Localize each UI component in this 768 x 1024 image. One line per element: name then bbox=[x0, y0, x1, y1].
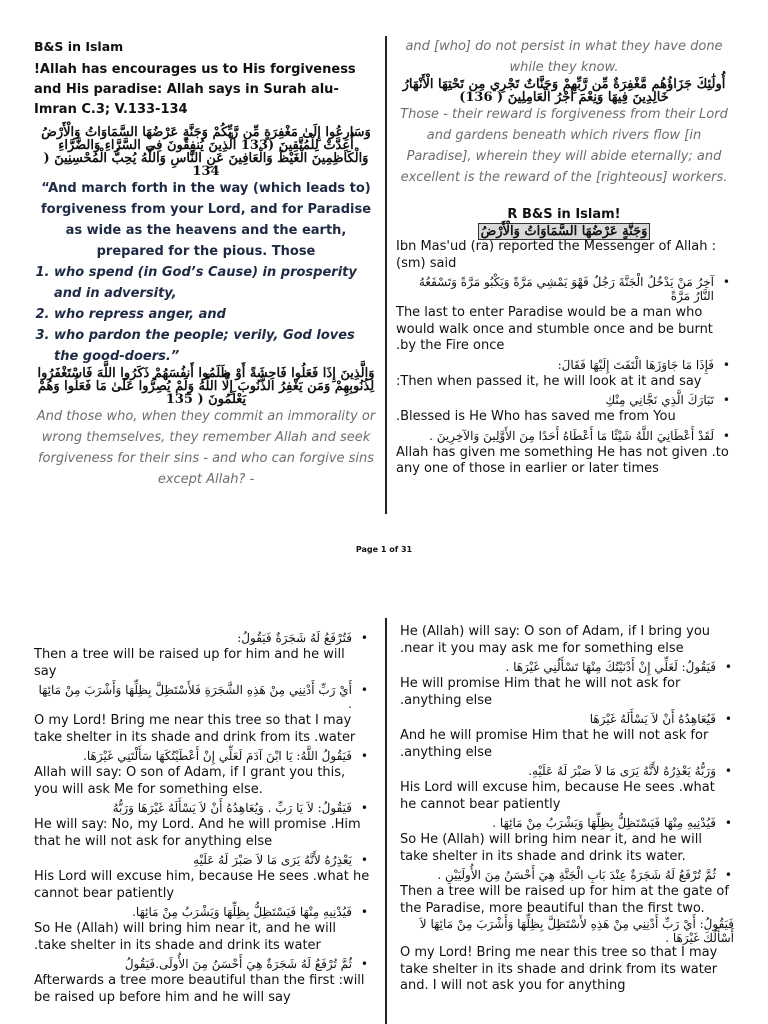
section-heading: R B&S in Islam! bbox=[507, 207, 621, 222]
hadith-english-3: .Blessed is He Who has saved me from You bbox=[396, 409, 676, 424]
page-footer: Page 1 of 31 bbox=[355, 545, 413, 554]
hadith-arabic: ثُمَّ تُرْفَعُ لَهُ شَجَرَةٌ عِنْدَ بَابِ الْجَنَّةِ هِيَ أَحْسَنُ مِنَ الأُولَيَيْنِ . • bbox=[400, 868, 734, 882]
hadith-english-1: The last to enter Paradise would be a man who would walk once and stumble once and be burnt .by the Fire once bbox=[396, 305, 713, 353]
verse-135-arabic: وَالَّذِينَ إِذَا فَعَلُوا فَاحِشَةً أَوْ ظَلَمُوا أَنفُسَهُمْ ذَكَرُوا اللَّهَ فَاسْتَغْفَرُوا لِذُنُوبِهِمْ وَمَن يَغْفِرُ الذُّنُوبَ إِلَّا اللَّهُ وَلَمْ يُصِرُّوا عَلَىٰ مَا فَعَلُوا وَهُمْ يَعْلَمُونَ ( 135 bbox=[37, 366, 375, 407]
hadith-arabic: فَيَقُولُ: لاَ يَا رَبِّ . وَيُعَاهِدُهُ أَنْ لاَ يَسْأَلَهُ غَيْرَهَا وَرَبُّهُ • bbox=[34, 801, 370, 815]
page-2 bbox=[0, 618, 768, 1024]
hadith-english: Afterwards a tree more beautiful than the first :will be raised up before him and he will say bbox=[34, 973, 365, 1005]
hadith-arabic: فَيُدْنِيهِ مِنْهَا فَيَسْتَظِلُّ بِظِلِّهَا وَيَشْرَبُ مِنْ مَائِهَا . • bbox=[400, 816, 734, 830]
left-column bbox=[34, 628, 370, 1006]
hadith-english: His Lord will excuse him, because He sees .what he cannot bear patiently bbox=[34, 869, 370, 901]
column-divider bbox=[385, 36, 387, 514]
right-column bbox=[396, 38, 732, 478]
hadith-english: He (Allah) will say: O son of Adam, if I bring you .near it you may ask me for something else bbox=[400, 624, 711, 656]
right-column bbox=[400, 624, 734, 995]
verse-133-134-translation: “And march forth in the way (which leads to) forgiveness from your Lord, and for Paradise as wide as the heavens and the earth, prepared for the pious. Those bbox=[40, 181, 372, 259]
hadith-english: O my Lord! Bring me near this tree so that I may take shelter in its shade and drink from its water and. I will not ask you for anything bbox=[400, 945, 718, 993]
hadith-english: Then a tree will be raised up for him at the gate of the Paradise, more beautiful than the first two. bbox=[400, 884, 729, 916]
verse-136-arabic: أُولَٰئِكَ جَزَاؤُهُم مَّغْفِرَةٌ مِّن رَّبِّهِمْ وَجَنَّاتٌ تَجْرِي مِن تَحْتِهَا الْأَنْهَارُ خَالِدِينَ فِيهَا وَنِعْمَ أَجْرُ الْعَامِلِينَ ( 136) bbox=[402, 77, 726, 105]
list-item: 3. who pardon the people; verily, God loves the good-doers.” bbox=[54, 325, 378, 367]
hadith-arabic: أَيْ رَبِّ أَدْنِنِي مِنْ هَذِهِ الشَّجَرَةِ فَلأَسْتَظِلَّ بِظِلِّهَا وَأَشْرَبَ مِنْ مَائِهَا . • bbox=[34, 683, 370, 711]
hadith-arabic: فَيَقُولُ: لَعَلِّي إِنْ أَدْنَيْتُكَ مِنْهَا تَسْأَلُنِي غَيْرَهَا . • bbox=[400, 660, 734, 674]
hadith-intro: Ibn Mas'ud (ra) reported the Messenger of Allah :(sm) said bbox=[396, 239, 716, 271]
hadith-arabic-3: تَبَارَكَ الَّذِي نَجَّانِي مِنْكِ • bbox=[396, 393, 732, 407]
hadith-english: And he will promise Him that he will not ask for .anything else bbox=[400, 728, 709, 760]
hadith-english-4: Allah has given me something He has not given .to any one of those in earlier or later times bbox=[396, 444, 729, 476]
verse-135-translation: And those who, when they commit an immorality or wrong themselves, they remember Allah and seek forgiveness for their sins - and who can forgive sins except Allah? - bbox=[36, 409, 376, 487]
column-divider bbox=[385, 618, 387, 1024]
verse-133-134-arabic: وَسَارِعُوا إِلَىٰ مَغْفِرَةٍ مِّن رَّبِّكُمْ وَجَنَّةٍ عَرْضُهَا السَّمَاوَاتُ وَالْأَرْضُ أُعِدَّتْ لِلْمُتَّقِينَ (133 الَّذِينَ يُنفِقُونَ فِي السَّرَّاءِ وَالضَّرَّاءِ وَالْكَاظِمِينَ الْغَيْظَ وَالْعَافِينَ عَنِ النَّاسِ وَاللَّهُ يُحِبُّ الْمُحْسِنِينَ ( 134 bbox=[41, 125, 371, 179]
hadith-english: Allah will say: O son of Adam, if I grant you this, you will ask Me for something else. bbox=[34, 765, 346, 797]
hadith-arabic: يَعْذِرُهُ لأَنَّهُ يَرَى مَا لاَ صَبْرَ لَهُ عَلَيْهِ • bbox=[34, 853, 370, 867]
hadith-english: O my Lord! Bring me near this tree so that I may take shelter in its shade and drink from its .water bbox=[34, 713, 356, 745]
hadith-arabic: فَيَقُولُ اللَّهُ: يَا ابْنَ آدَمَ لَعَلِّي إِنْ أَعْطَيْتُكَهَا سَأَلْتَنِي غَيْرَهَا. • bbox=[34, 749, 370, 763]
hadith-arabic-1: آخِرُ مَنْ يَدْخُلُ الْجَنَّةَ رَجُلٌ فَهْوَ يَمْشِي مَرَّةً وَيَكْبُو مَرَّةً وَتَسْفَعُهُ النَّارُ مَرَّةً • bbox=[396, 275, 732, 303]
heading-arabic: وَجَنَّةٍ عَرْضُهَا السَّمَاوَاتُ وَالْأَرْضُ bbox=[396, 224, 732, 239]
verse-135-continued: and [who] do not persist in what they have done while they know. bbox=[405, 39, 723, 75]
hadith-arabic: فَيَقُولُ: أَيْ رَبِّ أَدْنِنِي مِنْ هَذِهِ لأَسْتَظِلَّ بِظِلِّهَا وَأَشْرَبَ مِنْ مَائِهَا لاَ أَسْأَلُكَ غَيْرَهَا . bbox=[419, 917, 734, 945]
left-column bbox=[34, 38, 378, 490]
list-item: 2. who repress anger, and bbox=[54, 304, 378, 325]
hadith-arabic-4: لَقَدْ أَعْطَانِيَ اللَّهُ شَيْئًا مَا أَعْطَاهُ أَحَدًا مِنَ الأَوَّلِينَ وَالآخِرِينَ . • bbox=[396, 429, 732, 443]
hadith-english: So He (Allah) will bring him near it, and he will .take shelter in its shade and drink its water bbox=[34, 921, 337, 953]
hadith-english: So He (Allah) will bring him near it, and he will take shelter in its shade and drink its water. bbox=[400, 832, 703, 864]
verse-136-translation: Those - their reward is forgiveness from their Lord and gardens beneath which rivers flow [in Paradise], wherein they will abide eternally; and excellent is the reward of the [righteous] workers. bbox=[400, 107, 728, 185]
doc-title: B&S in Islam bbox=[34, 39, 124, 54]
hadith-english: He will say: No, my Lord. And he will promise .Him that he will not ask for anything else bbox=[34, 817, 361, 849]
pious-list bbox=[34, 262, 378, 367]
hadith-arabic: فَيُعَاهِدُهُ أَنْ لاَ يَسْأَلَهُ غَيْرَهَا • bbox=[400, 712, 734, 726]
hadith-arabic: وَرَبُّهُ يَعْذِرُهُ لأَنَّهُ يَرَى مَا لاَ صَبْرَ لَهُ عَلَيْهِ. • bbox=[400, 764, 734, 778]
hadith-english: His Lord will excuse him, because He sees .what he cannot bear patiently bbox=[400, 780, 715, 812]
intro-text: !Allah has encourages us to His forgiveness and His paradise: Allah says in Surah alu-Imran C.3; V.133-134 bbox=[34, 62, 356, 117]
hadith-arabic: فَتُرْفَعُ لَهُ شَجَرَةٌ فَيَقُولُ: • bbox=[34, 631, 370, 645]
hadith-english-2: :Then when passed it, he will look at it and say bbox=[396, 373, 702, 389]
hadith-english: He will promise Him that he will not ask for .anything else bbox=[400, 676, 681, 708]
hadith-arabic: ثُمَّ تُرْفَعُ لَهُ شَجَرَةٌ هِيَ أَحْسَنُ مِنَ الأُولَى.فَيَقُولُ • bbox=[34, 957, 370, 971]
hadith-english: Then a tree will be raised up for him and he will say bbox=[34, 647, 345, 679]
list-item: 1. who spend (in God’s Cause) in prosperity and in adversity, bbox=[54, 262, 378, 304]
hadith-arabic: فَيُدْنِيهِ مِنْهَا فَيَسْتَظِلُّ بِظِلِّهَا وَيَشْرَبُ مِنْ مَائِهَا. • bbox=[34, 905, 370, 919]
hadith-arabic-2: فَإِذَا مَا جَاوَزَهَا الْتَفَتَ إِلَيْهَا فَقَالَ: • bbox=[396, 358, 732, 372]
